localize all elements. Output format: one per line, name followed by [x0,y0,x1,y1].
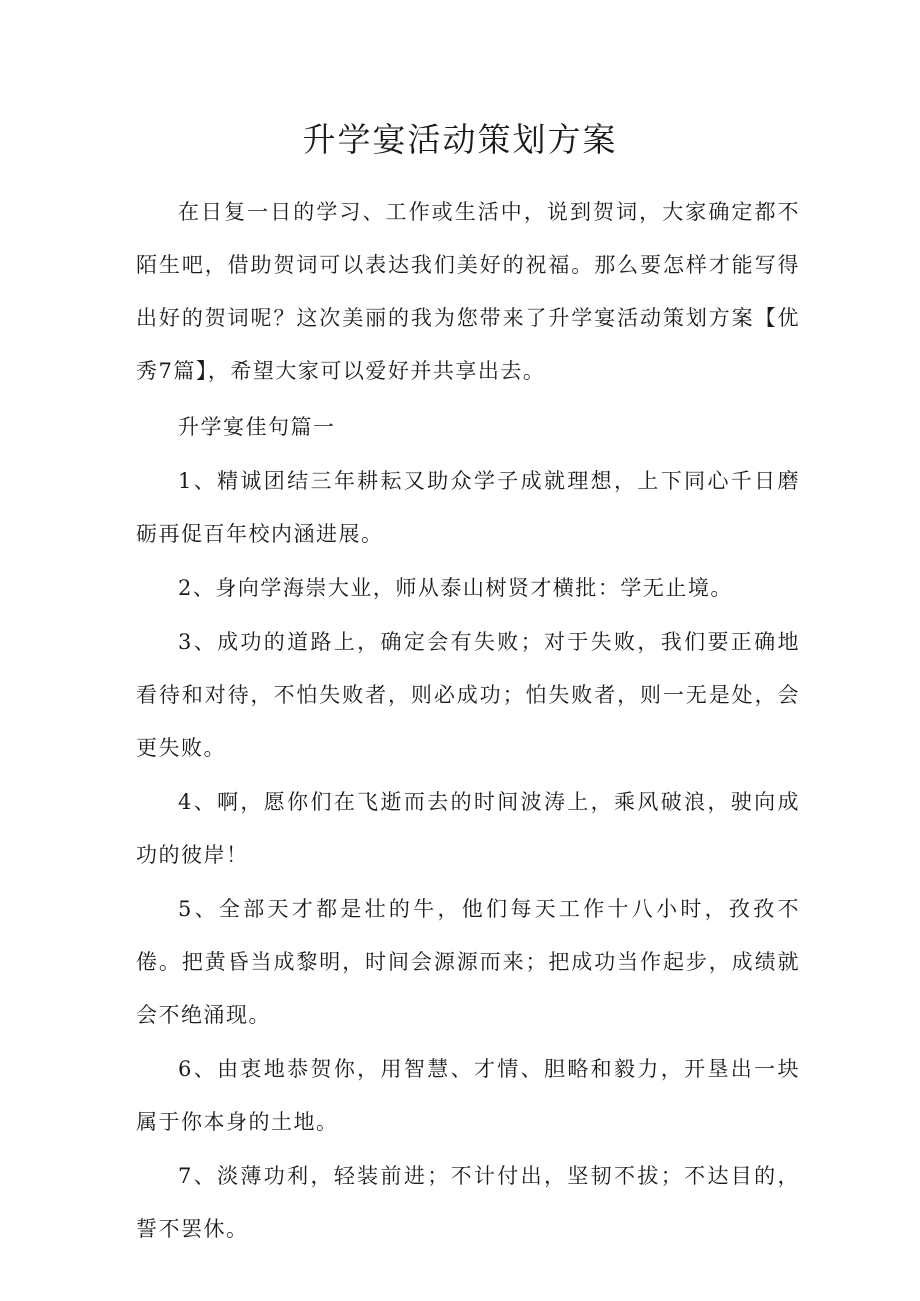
list-item: 2、身向学海崇大业，师从泰山树贤才横批：学无止境。 [178,576,733,600]
list-item: 1、精诚团结三年耕耘又助众学子成就理想，上下同心千日磨砺再促百年校内涵进展。 [136,469,800,546]
intro-paragraph: 在日复一日的学习、工作或生活中，说到贺词，大家确定都不陌生吧，借助贺词可以表达我们美好的祝福。那么要怎样才能写得出好的贺词呢？这次美丽的我为您带来了升学宴活动策划方案【优秀7篇】，希望大家可以爱好并共享出去。 [136,200,800,383]
list-item: 6、由衷地恭贺你，用智慧、才情、胆略和毅力，开垦出一块属于你本身的土地。 [136,1057,800,1134]
list-item: 7、淡薄功利，轻装前进；不计付出，坚韧不拔；不达目的，誓不罢休。 [136,1164,800,1241]
document-body [136,186,800,1256]
section-heading: 升学宴佳句篇一 [178,415,336,439]
list-item: 3、成功的道路上，确定会有失败；对于失败，我们要正确地看待和对待，不怕失败者，则必成功；怕失败者，则一无是处，会更失败。 [136,630,800,760]
list-item: 4、啊，愿你们在飞逝而去的时间波涛上，乘风破浪，驶向成功的彼岸！ [136,790,800,867]
list-item: 5、全部天才都是壮的牛，他们每天工作十八小时，孜孜不倦。把黄昏当成黎明，时间会源源而来；把成功当作起步，成绩就会不绝涌现。 [136,897,800,1027]
document-title: 升学宴活动策划方案 [302,120,618,159]
